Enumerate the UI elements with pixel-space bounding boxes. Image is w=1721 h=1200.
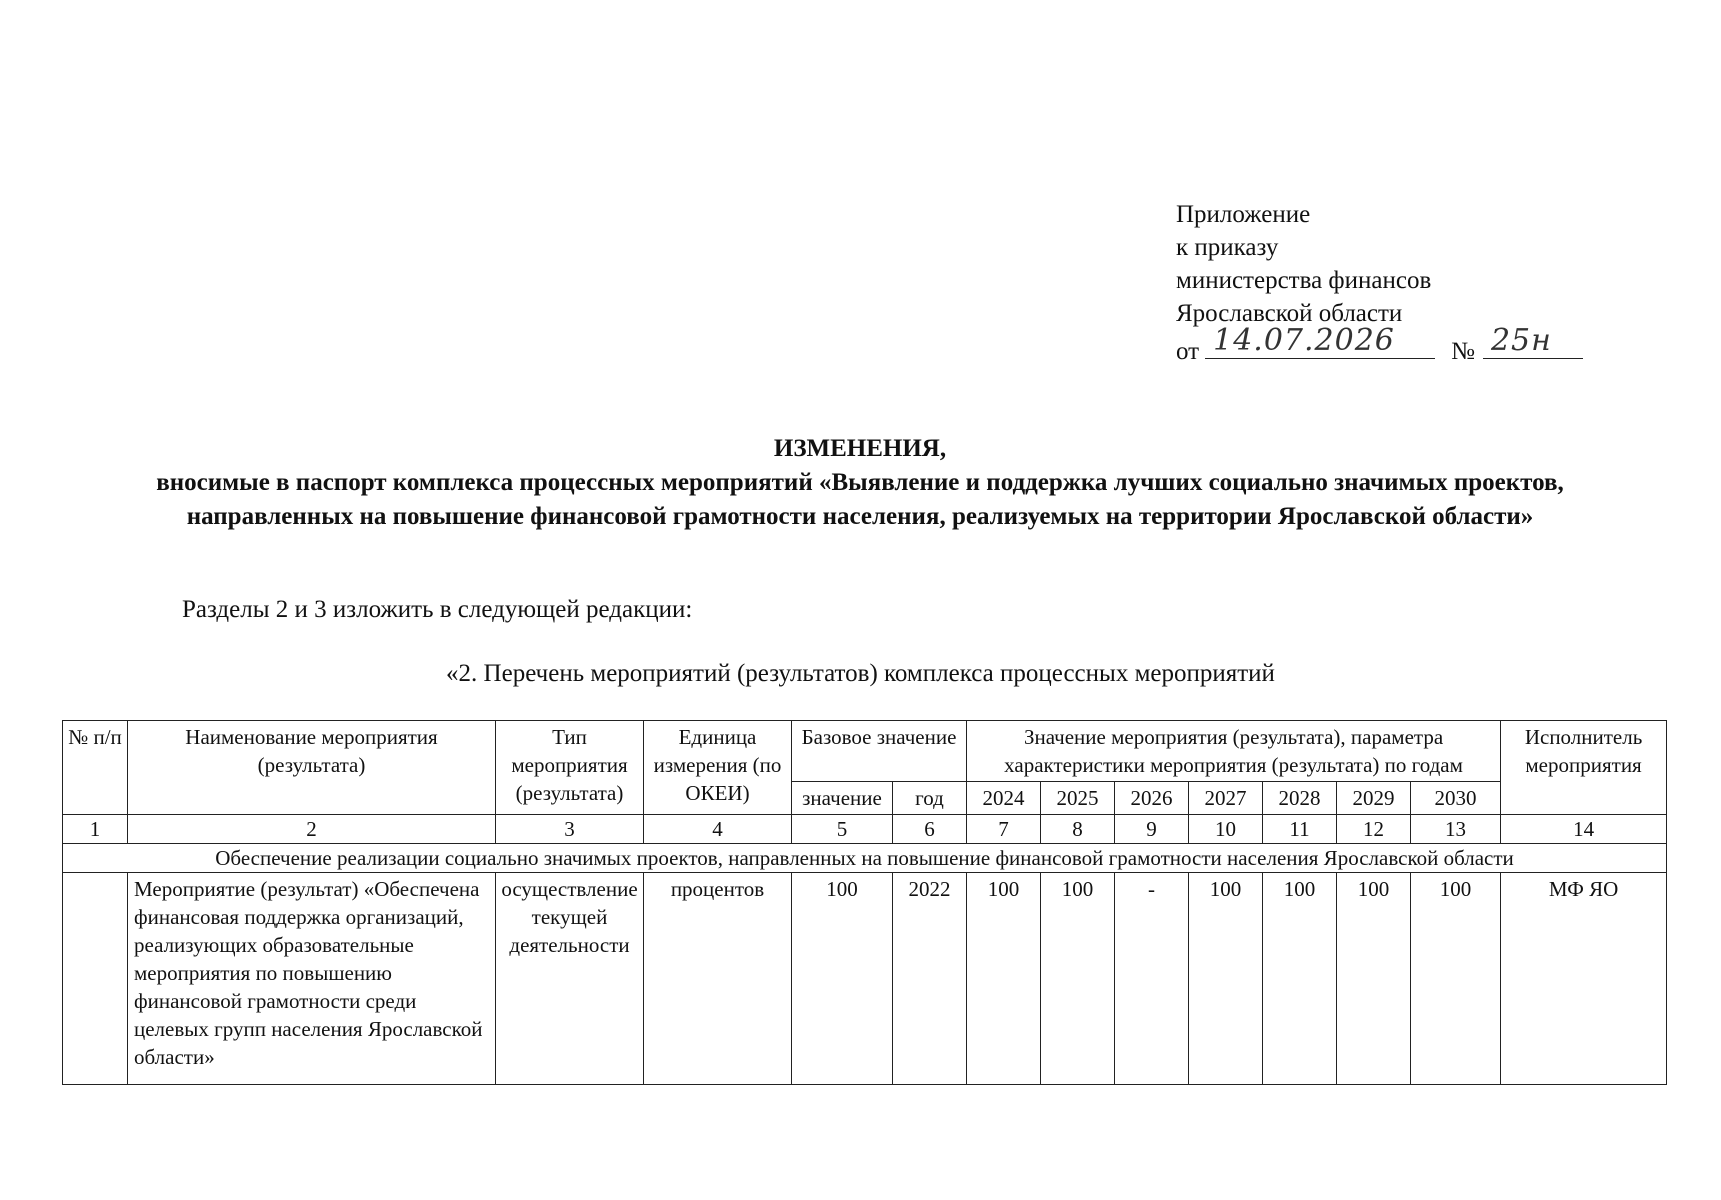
- row-value-2028: 100: [1263, 873, 1337, 1085]
- column-number: 11: [1263, 815, 1337, 844]
- appendix-line-4: Ярославской области: [1176, 300, 1403, 327]
- row-type: осуществление текущей деятельности: [496, 873, 644, 1085]
- column-number-row: [63, 815, 1667, 844]
- row-value-2030: 100: [1411, 873, 1501, 1085]
- title-heading: ИЗМЕНЕНИЯ,: [773, 435, 947, 462]
- header-row-1: [63, 721, 1667, 782]
- header-year-2028: 2028: [1263, 782, 1337, 815]
- header-name: Наименование мероприятия (результата): [128, 721, 496, 815]
- header-year-2029: 2029: [1337, 782, 1411, 815]
- row-value-2024: 100: [967, 873, 1041, 1085]
- appendix-line-3: министерства финансов: [1176, 267, 1432, 294]
- column-number: 12: [1337, 815, 1411, 844]
- column-number: 6: [893, 815, 967, 844]
- handwritten-number: 25н: [1490, 323, 1552, 358]
- row-name: Мероприятие (результат) «Обеспечена финансовая поддержка организаций, реализующих образовательные мероприятия по повышению финансовой грамотности среди целевых групп населения Ярославской области»: [128, 873, 496, 1085]
- header-year-2024: 2024: [967, 782, 1041, 815]
- row-executor: МФ ЯО: [1501, 873, 1667, 1085]
- column-number: 5: [792, 815, 893, 844]
- section-title: «2. Перечень мероприятий (результатов) комплекса процессных мероприятий: [446, 660, 1275, 687]
- appendix-signature-line: [1176, 323, 1583, 368]
- header-values: Значение мероприятия (результата), параметра характеристики мероприятия (результата) по годам: [967, 721, 1501, 782]
- column-number: 13: [1411, 815, 1501, 844]
- column-number: 3: [496, 815, 644, 844]
- header-base-year: год: [893, 782, 967, 815]
- header-unit: Единица измерения (по ОКЕИ): [644, 721, 792, 815]
- document-title: [90, 432, 1630, 534]
- from-label: от: [1176, 338, 1200, 365]
- number-label: №: [1451, 338, 1475, 365]
- date-field: [1205, 323, 1435, 359]
- activities-table: [62, 720, 1667, 1085]
- row-base-year: 2022: [893, 873, 967, 1085]
- column-number: 10: [1189, 815, 1263, 844]
- row-value-2029: 100: [1337, 873, 1411, 1085]
- row-num: [63, 873, 128, 1085]
- title-subtitle: вносимые в паспорт комплекса процессных мероприятий «Выявление и поддержка лучших социально значимых проектов, направленных на повышение финансовой грамотности населения, реализуемых на территории Ярославской области»: [156, 469, 1564, 530]
- header-base-value: значение: [792, 782, 893, 815]
- row-value-2025: 100: [1041, 873, 1115, 1085]
- group-title: Обеспечение реализации социально значимых проектов, направленных на повышение финансовой грамотности населения Ярославской области: [63, 844, 1667, 873]
- header-year-2025: 2025: [1041, 782, 1115, 815]
- column-number: 4: [644, 815, 792, 844]
- intro-text: Разделы 2 и 3 изложить в следующей редакции:: [182, 596, 693, 623]
- table-row: [63, 873, 1667, 1085]
- number-field: [1483, 323, 1583, 359]
- header-year-2026: 2026: [1115, 782, 1189, 815]
- appendix-block: [1176, 198, 1583, 368]
- row-unit: процентов: [644, 873, 792, 1085]
- column-number: 8: [1041, 815, 1115, 844]
- row-base-value: 100: [792, 873, 893, 1085]
- header-base: Базовое значение: [792, 721, 967, 782]
- appendix-line-2: к приказу: [1176, 234, 1279, 261]
- handwritten-date: 14.07.2026: [1213, 323, 1395, 358]
- column-number: 7: [967, 815, 1041, 844]
- appendix-line-1: Приложение: [1176, 201, 1311, 228]
- header-type: Тип мероприятия (результата): [496, 721, 644, 815]
- header-year-2027: 2027: [1189, 782, 1263, 815]
- column-number: 14: [1501, 815, 1667, 844]
- header-num: № п/п: [63, 721, 128, 815]
- row-value-2026: -: [1115, 873, 1189, 1085]
- header-executor: Исполнитель мероприятия: [1501, 721, 1667, 815]
- header-year-2030: 2030: [1411, 782, 1501, 815]
- group-row: [63, 844, 1667, 873]
- column-number: 2: [128, 815, 496, 844]
- column-number: 1: [63, 815, 128, 844]
- row-value-2027: 100: [1189, 873, 1263, 1085]
- column-number: 9: [1115, 815, 1189, 844]
